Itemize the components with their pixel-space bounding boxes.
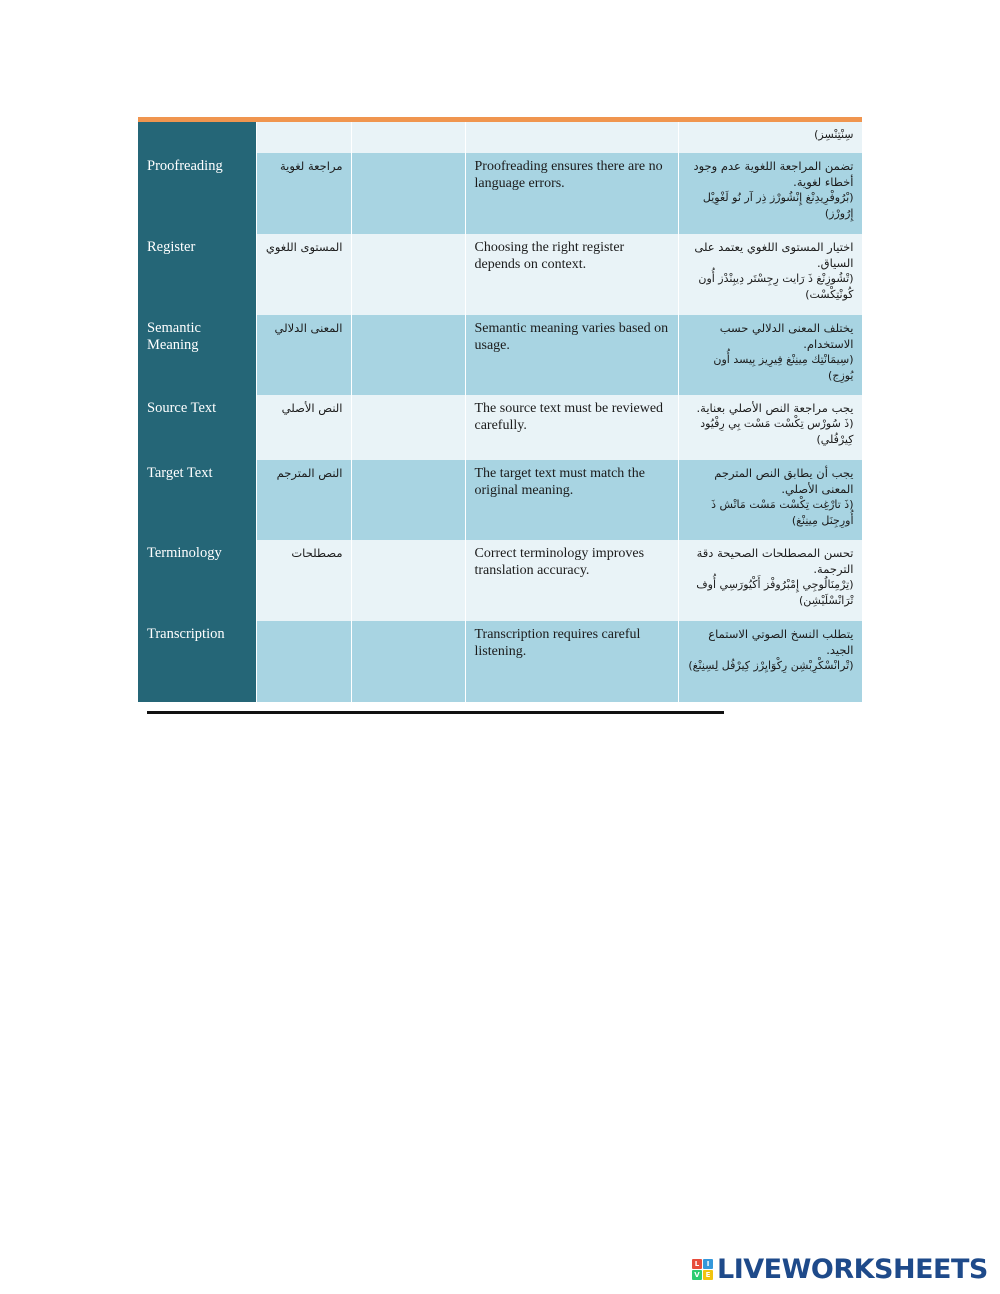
- blank-cell[interactable]: [351, 540, 465, 621]
- arabic-example-cell: [678, 153, 862, 234]
- arabic-transliteration: (ذَ سُورْس تِكْسْت مَسْت بِي رِفْيُود كِيرْفُلي): [700, 417, 854, 446]
- arabic-transliteration: (سِيمَانْتِك مِينِنْغ فِيرِيز بِيسد أُون يُوزِج): [713, 353, 854, 382]
- footer-rule: [147, 711, 724, 714]
- blank-cell[interactable]: [351, 395, 465, 460]
- example-cell: The source text must be reviewed carefully.: [465, 395, 678, 460]
- arabic-example-cell: [678, 395, 862, 460]
- table-row: [138, 540, 862, 621]
- table-row: [138, 621, 862, 702]
- arabic-sentence: يختلف المعنى الدلالي حسب الاستخدام.: [719, 321, 854, 351]
- arabic-term-cell: [256, 122, 351, 153]
- table-row: [138, 460, 862, 540]
- term-cell: Source Text: [138, 395, 256, 460]
- blank-cell[interactable]: [351, 153, 465, 234]
- arabic-example-cell: [678, 460, 862, 540]
- arabic-example-cell: [678, 234, 862, 315]
- vocabulary-table-wrap: [138, 117, 862, 702]
- example-cell: [465, 122, 678, 153]
- arabic-transliteration: (بْرُوفْرِيدِنْغ إِنْشُورْز ذِر آر نُو لَغْوِيْل إِرُورْز): [702, 191, 854, 220]
- table-row: [138, 315, 862, 395]
- arabic-example-cell: [678, 122, 862, 153]
- vocabulary-table: [138, 122, 863, 702]
- table-row: [138, 234, 862, 315]
- table-row: [138, 153, 862, 234]
- blank-cell[interactable]: [351, 234, 465, 315]
- blank-cell[interactable]: [351, 122, 465, 153]
- example-cell: Semantic meaning varies based on usage.: [465, 315, 678, 395]
- liveworksheets-logo: [692, 1254, 988, 1284]
- term-cell: Semantic Meaning: [138, 315, 256, 395]
- term-cell: Proofreading: [138, 153, 256, 234]
- example-cell: The target text must match the original meaning.: [465, 460, 678, 540]
- logo-cube: I: [703, 1259, 713, 1269]
- arabic-example-cell: [678, 621, 862, 702]
- arabic-sentence: يتطلب النسخ الصوتي الاستماع الجيد.: [708, 627, 854, 657]
- example-cell: Correct terminology improves translation accuracy.: [465, 540, 678, 621]
- table-row: [138, 122, 862, 153]
- arabic-example-cell: [678, 315, 862, 395]
- example-cell: Proofreading ensures there are no language errors.: [465, 153, 678, 234]
- arabic-transliteration: (تْرانْسْكْرِبْشِن رِكْوَايِرْز كِيرْفُل لِسِنِنْغ): [688, 659, 854, 672]
- arabic-sentence: اختيار المستوى اللغوي يعتمد على السياق.: [694, 240, 854, 270]
- arabic-term-cell: المستوى اللغوي: [256, 234, 351, 315]
- term-cell: Register: [138, 234, 256, 315]
- arabic-transliteration: (تِرْمِنَالُوجِي إِمْبْرُوفْز أَكْيُورَسِي أُوف تْرَانْسْلَيْشِن): [696, 578, 854, 607]
- blank-cell[interactable]: [351, 315, 465, 395]
- term-cell: Transcription: [138, 621, 256, 702]
- arabic-transliteration: (تْشُوزِنْغ ذَ رَايت رِجِسْتَر دِيبِنْدْز أُون كُونْتِكْسْت): [698, 272, 854, 301]
- blank-cell[interactable]: [351, 621, 465, 702]
- logo-cubes-icon: [692, 1259, 713, 1280]
- term-cell: Target Text: [138, 460, 256, 540]
- arabic-term-cell: مراجعة لغوية: [256, 153, 351, 234]
- arabic-sentence: تحسن المصطلحات الصحيحة دقة الترجمة.: [696, 546, 854, 576]
- table-row: [138, 395, 862, 460]
- arabic-transliteration: سِنْتِنْسِز): [814, 128, 854, 141]
- blank-cell[interactable]: [351, 460, 465, 540]
- arabic-term-cell: النص الأصلي: [256, 395, 351, 460]
- term-cell: Terminology: [138, 540, 256, 621]
- term-cell: [138, 122, 256, 153]
- logo-cube: V: [692, 1270, 702, 1280]
- arabic-term-cell: مصطلحات: [256, 540, 351, 621]
- arabic-term-cell: [256, 621, 351, 702]
- arabic-term-cell: النص المترجم: [256, 460, 351, 540]
- arabic-transliteration: (ذَ تارْغِت تِكْسْت مَسْت مَاتْش ذَ أُورِجِنَل مِينِنْغ): [711, 498, 854, 527]
- logo-cube: L: [692, 1259, 702, 1269]
- logo-text: LIVEWORKSHEETS: [717, 1253, 988, 1285]
- arabic-example-cell: [678, 540, 862, 621]
- arabic-sentence: يجب أن يطابق النص المترجم المعنى الأصلي.: [714, 466, 854, 496]
- logo-cube: E: [703, 1270, 713, 1280]
- arabic-sentence: يجب مراجعة النص الأصلي بعناية.: [696, 401, 854, 415]
- example-cell: Choosing the right register depends on context.: [465, 234, 678, 315]
- arabic-sentence: تضمن المراجعة اللغوية عدم وجود أخطاء لغوية.: [693, 159, 854, 189]
- example-cell: Transcription requires careful listening.: [465, 621, 678, 702]
- arabic-term-cell: المعنى الدلالي: [256, 315, 351, 395]
